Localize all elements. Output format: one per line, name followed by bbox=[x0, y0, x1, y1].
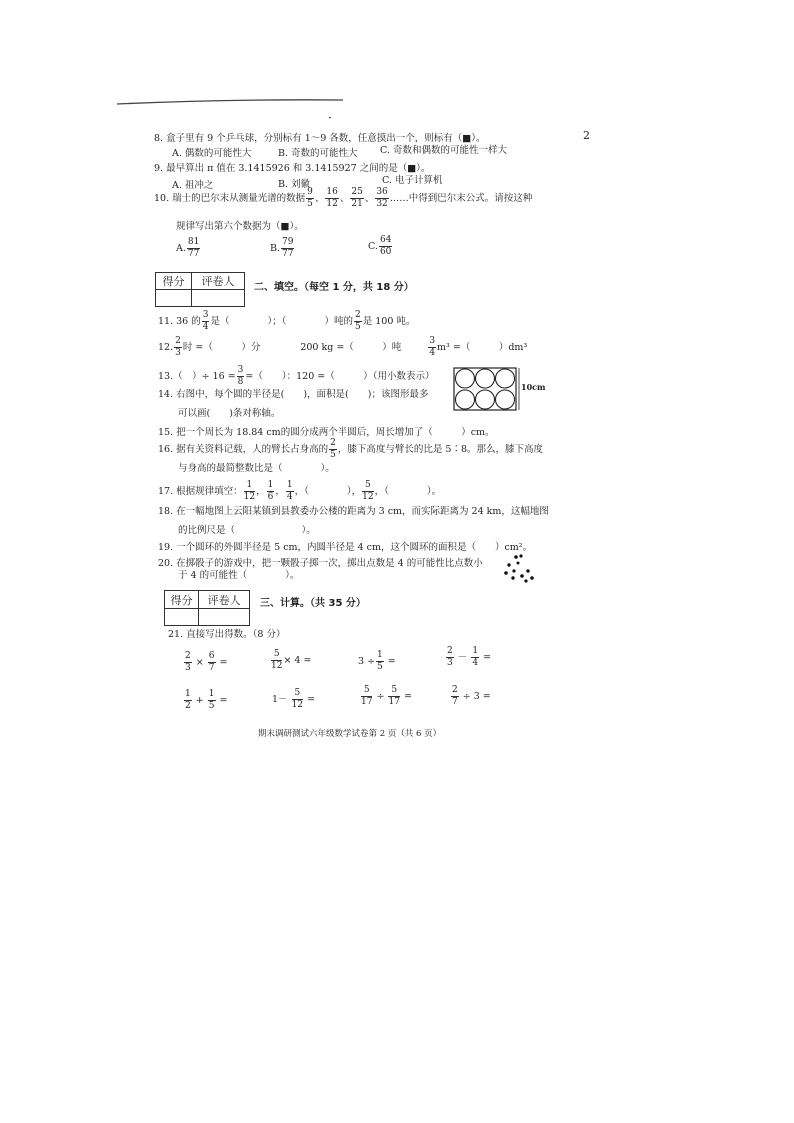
calc-item: 1－ $\frac{5}{12}$ = bbox=[272, 688, 316, 710]
q9-stem: 9. 最早算出 π 值在 3.1415926 和 3.1415927 之间的是（■）。 bbox=[154, 163, 431, 174]
q19: 19. 一个圆环的外圆半径是 5 cm，内圆半径是 4 cm，这个圆环的面积是（ ）cm²。 bbox=[158, 542, 533, 553]
calc-item: $\frac{5}{12}$ × 4 = bbox=[271, 649, 312, 671]
score-box-2 bbox=[164, 590, 250, 626]
calc-item: $\frac{1}{2}$ + $\frac{1}{5}$ = bbox=[185, 689, 228, 711]
q8-option-c: C. 奇数和偶数的可能性一样大 bbox=[380, 145, 507, 156]
q12: 12. $\frac{2}{3}$ 时 =（ ）分 200 kg =（ ）吨 $\frac{3}{4}$ m³ =（ ）dm³ bbox=[158, 336, 528, 358]
figure-circle bbox=[456, 390, 475, 409]
score-cell bbox=[156, 290, 192, 307]
figure-circle bbox=[476, 369, 495, 388]
q9-option-b: B. 刘徽 bbox=[278, 179, 311, 190]
page-footer: 期末调研测试六年级数学试卷第 2 页（共 6 页） bbox=[258, 729, 442, 739]
calc-item: $\frac{2}{3}$ － $\frac{1}{4}$ = bbox=[447, 646, 492, 668]
q10-seq-3: $\frac{25}{21}$ bbox=[351, 187, 363, 209]
q16-line2: 与身高的最简整数比是（ ）。 bbox=[178, 463, 335, 474]
score-cell bbox=[165, 609, 199, 626]
grader-label: 评卷人 bbox=[191, 273, 244, 290]
page-number: 2 bbox=[583, 129, 590, 142]
calc-item: $\frac{2}{3}$ × $\frac{6}{7}$ = bbox=[185, 651, 228, 673]
q13: 13.（ ）÷ 16 = $\frac{3}{8}$ =（ ）：120 =（ ）（用小数表示） bbox=[158, 365, 435, 387]
calc-item: 3 ÷ $\frac{1}{5}$ = bbox=[358, 650, 396, 672]
q8-option-a: A. 偶数的可能性大 bbox=[172, 148, 252, 159]
q10-line1: 10. 瑞士的巴尔末从测量光谱的数据 $\frac{9}{5}$ 、 $\frac{16}{12}$ 、 $\frac{25}{21}$ 、 $\frac{36}{32}$ ……中得到巴尔末公式。请按这种 bbox=[154, 187, 533, 209]
q10-seq-2: $\frac{16}{12}$ bbox=[326, 187, 338, 209]
q9-option-c: C. 电子计算机 bbox=[382, 175, 443, 186]
score-label: 得分 bbox=[156, 273, 192, 290]
q10-option-a: A. $\frac{81}{77}$ bbox=[176, 237, 200, 259]
q21-title: 21. 直接写出得数。（8 分） bbox=[168, 629, 286, 640]
figure-rectangle bbox=[454, 368, 516, 410]
calc-item: $\frac{2}{7}$ ÷ 3 = bbox=[452, 685, 491, 707]
q14-line1: 14. 右图中，每个圆的半径是( )，面积是( )；该图形最多 bbox=[158, 389, 429, 400]
score-box-1 bbox=[155, 272, 245, 307]
q10-suffix: ……中得到巴尔末公式。请按这种 bbox=[389, 193, 533, 204]
section2-title: 二、填空。（每空 1 分，共 18 分） bbox=[254, 282, 414, 293]
grader-cell bbox=[199, 609, 250, 626]
q11: 11. 36 的 $\frac{3}{4}$ 是（ ）；（ ）吨的 $\frac{2}{5}$ 是 100 吨。 bbox=[158, 310, 416, 332]
q10-line2: 规律写出第六个数据为（■）。 bbox=[176, 221, 304, 232]
q10-prefix: 10. 瑞士的巴尔末从测量光谱的数据 bbox=[154, 193, 306, 204]
q18-line1: 18. 在一幅地图上云阳某镇到县教委办公楼的距离为 3 cm，而实际距离为 24 km，这幅地图 bbox=[158, 506, 549, 517]
q20-line2: 于 4 的可能性（ ）。 bbox=[178, 570, 300, 581]
q14-line2: 可以画( )条对称轴。 bbox=[178, 408, 281, 419]
figure-circle bbox=[496, 390, 515, 409]
section3-title: 三、计算。（共 35 分） bbox=[260, 598, 366, 609]
q17: 17. 根据规律填空： $\frac{1}{12}$ ， $\frac{1}{6}$ ， $\frac{1}{4}$ ，（ ）， $\frac{5}{12}$ ，（ ）。 bbox=[158, 480, 442, 502]
top-rule bbox=[115, 98, 345, 106]
q16-line1: 16. 据有关资料记载，人的臂长占身高的 $\frac{2}{5}$ ，膝下高度与臂长的比是 5∶8。那么，膝下高度 bbox=[158, 438, 543, 460]
q10-option-c: C. $\frac{64}{60}$ bbox=[368, 235, 392, 257]
score-label: 得分 bbox=[165, 591, 199, 609]
top-mark: · bbox=[328, 111, 332, 125]
dice-icon bbox=[496, 551, 542, 585]
q8-stem: 8. 盒子里有 9 个乒乓球，分别标有 1～9 各数，任意摸出一个，则标有（■）。 bbox=[154, 133, 486, 144]
figure-circle bbox=[496, 369, 515, 388]
q10-option-b: B. $\frac{79}{77}$ bbox=[270, 237, 294, 259]
figure-circle bbox=[456, 369, 475, 388]
q10-seq-4: $\frac{36}{32}$ bbox=[376, 187, 388, 209]
figure-circle bbox=[476, 390, 495, 409]
calc-item: $\frac{5}{17}$ ÷ $\frac{5}{17}$ = bbox=[361, 685, 412, 707]
q10-seq-1: $\frac{9}{5}$ bbox=[307, 187, 313, 209]
q20-line1: 20. 在掷骰子的游戏中，把一颗骰子掷一次，掷出点数是 4 的可能性比点数小 bbox=[158, 558, 483, 569]
grader-label: 评卷人 bbox=[199, 591, 250, 609]
q18-line2: 的比例尺是（ ）。 bbox=[178, 525, 316, 536]
q9-option-a: A. 祖冲之 bbox=[172, 180, 214, 191]
q8-option-b: B. 奇数的可能性大 bbox=[278, 148, 358, 159]
figure-dimension-label: 10cm bbox=[521, 382, 546, 392]
q15: 15. 把一个周长为 18.84 cm的圆分成两个半圆后，周长增加了（ ）cm。 bbox=[158, 427, 495, 438]
grader-cell bbox=[191, 290, 244, 307]
